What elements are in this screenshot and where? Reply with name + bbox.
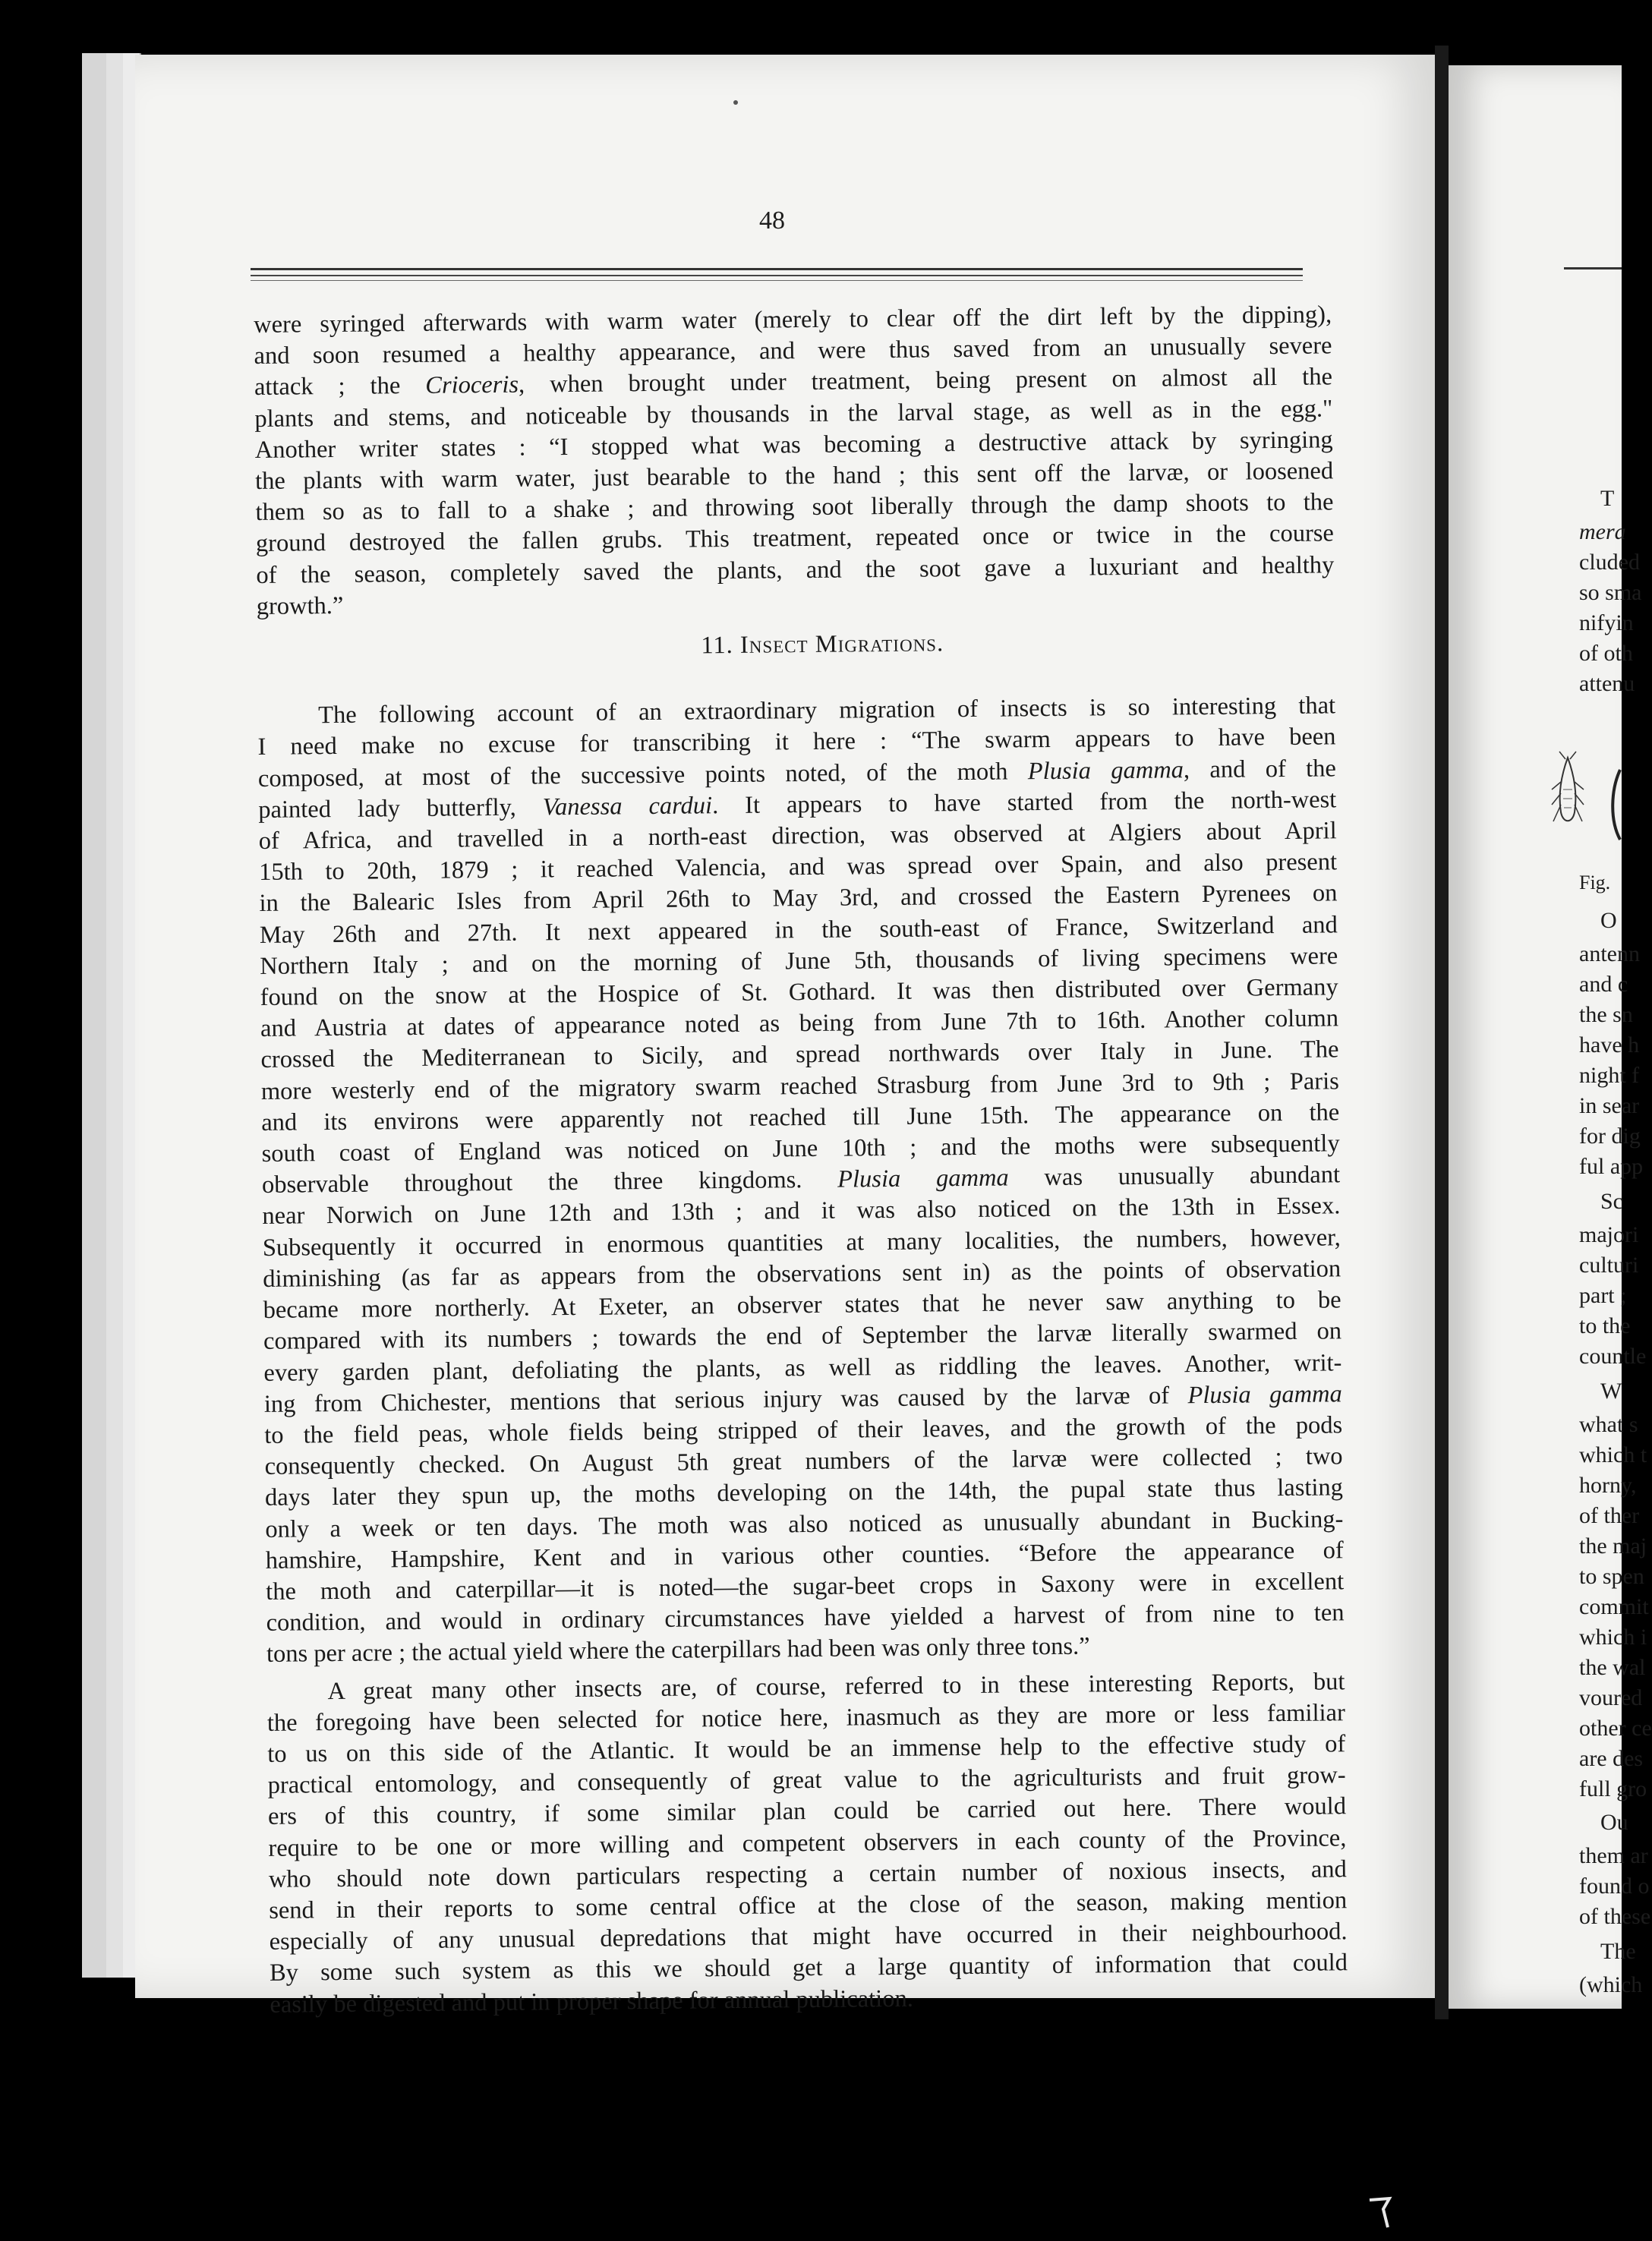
text-line: became more northerly. At Exeter, an observer states that he never saw anything to be	[263, 1286, 1341, 1325]
right-page-fragment: W	[1600, 1379, 1622, 1404]
book-gutter	[1435, 46, 1449, 2019]
right-page-fragment: the wal	[1579, 1655, 1646, 1680]
right-page-fragment: cluded	[1579, 550, 1640, 575]
text-line: I need make no excuse for transcribing it here : “The swarm appears to have been	[257, 723, 1336, 761]
text-line: Another writer states : “I stopped what was becoming a destructive attack by syringing	[254, 426, 1333, 464]
text-line: growth.”	[256, 591, 344, 620]
right-page-fragment: part ;	[1579, 1283, 1627, 1308]
section-heading: 11. Insect Migrations.	[701, 629, 944, 660]
right-page-fragment: majori	[1579, 1222, 1639, 1247]
right-page-fragment: of these	[1579, 1904, 1651, 1929]
right-page-fragment: culturi	[1579, 1253, 1639, 1278]
right-page-fragment: T	[1600, 486, 1615, 511]
right-page-fragment: to the	[1579, 1313, 1631, 1338]
right-page-fragment: what s	[1579, 1412, 1638, 1437]
right-page-fragment: Fig.	[1579, 872, 1611, 894]
text-line: diminishing (as far as appears from the observations sent in) as the points of observation	[263, 1255, 1341, 1293]
text-line: send in their reports to some central office at the close of the season, making mention	[269, 1886, 1348, 1924]
right-page-fragment: are des	[1579, 1746, 1644, 1771]
paragraph-migration	[257, 691, 1345, 1671]
text-line: Northern Italy ; and on the morning of June 5th, thousands of living specimens were	[260, 942, 1338, 980]
paragraph-reports	[266, 1666, 1348, 2021]
insect-illustration-partial	[1608, 767, 1622, 843]
text-line: ers of this country, if some similar plan could be carried out here. There would	[267, 1792, 1347, 1831]
text-line: them so as to fall to a shake ; and throwing soot liberally through the damp shoots to the	[255, 488, 1334, 527]
right-page-fragment: in sear	[1579, 1093, 1640, 1118]
text-line: easily be digested and put in proper shape for annual publication.	[270, 1984, 914, 2019]
right-page-fragment: them ar	[1579, 1843, 1648, 1868]
right-page-fragment: commit	[1579, 1594, 1649, 1619]
text-line: A great many other insects are, of course, referred to in these interesting Reports, but	[327, 1667, 1345, 1705]
header-rule	[251, 268, 1303, 270]
text-line: plants and stems, and noticeable by thousands in the larval stage, as well as in the egg."	[254, 394, 1333, 433]
right-page-fragment: horny,	[1579, 1473, 1637, 1498]
text-line: the moth and caterpillar—it is noted—the sugar-beet crops in Saxony were in excellent	[266, 1568, 1345, 1606]
right-header-rule	[1564, 267, 1622, 269]
text-line: require to be one or more willing and competent observers in each county of the Province,	[268, 1823, 1347, 1862]
text-line: The following account of an extraordinary migration of insects is so interesting that	[317, 692, 1336, 730]
right-page-fragment: for dig	[1579, 1124, 1641, 1149]
text-line: in the Balearic Isles from April 26th to May 3rd, and crossed the Eastern Pyrenees on	[259, 879, 1338, 918]
text-line: attack ; the Crioceris, when brought under treatment, being present on almost all the	[254, 363, 1333, 402]
right-page-fragment: which t	[1579, 1442, 1647, 1467]
right-page-fragment: and c	[1579, 972, 1628, 997]
right-page-fragment: full gro	[1579, 1776, 1647, 1801]
insect-illustration	[1550, 752, 1585, 835]
text-line: painted lady butterfly, Vanessa cardui. It appears to have started from the north-west	[258, 786, 1337, 824]
text-line: to us on this side of the Atlantic. It would be an immense help to the effective study of	[267, 1730, 1346, 1768]
page-number: 48	[759, 206, 785, 235]
text-line: of the season, completely saved the plants, and the soot gave a luxuriant and healthy	[256, 550, 1335, 589]
text-line: 15th to 20th, 1879 ; it reached Valencia, and was spread over Spain, and also present	[258, 848, 1338, 887]
text-line: the plants with warm water, just bearable to the hand ; this sent off the larvæ, or loosened	[254, 457, 1334, 496]
text-line: crossed the Mediterranean to Sicily, and spread northwards over Italy in June. The	[260, 1035, 1339, 1074]
text-line: were syringed afterwards with warm water (merely to clear off the dirt left by the dipping),	[254, 301, 1332, 339]
right-page-fragment: attenu	[1579, 671, 1635, 696]
right-page-fragment: the sn	[1579, 1002, 1633, 1027]
header-rule	[251, 275, 1303, 276]
text-line: to the field peas, whole fields being stripped of their leaves, and the growth of the pods	[264, 1411, 1343, 1449]
text-line: Subsequently it occurred in enormous quantities at many localities, the numbers, however,	[262, 1224, 1341, 1262]
right-page-fragment: Ou	[1600, 1810, 1628, 1835]
text-line: tons per acre ; the actual yield where the caterpillars had been was only three tons.”	[266, 1632, 1090, 1669]
right-page-fragment: of oth	[1579, 641, 1633, 666]
text-line: observable throughout the three kingdoms. Plusia gamma was unusually abundant	[261, 1161, 1341, 1199]
text-line: found on the snow at the Hospice of St. Gothard. It was then distributed over Germany	[260, 973, 1338, 1012]
paragraph-intro	[254, 299, 1335, 622]
right-page-fragment: night f	[1579, 1063, 1640, 1088]
text-line: ground destroyed the fallen grubs. This treatment, repeated once or twice in the course	[255, 519, 1335, 558]
right-page-fragment: ful app	[1579, 1154, 1644, 1179]
text-line: condition, and would in ordinary circumstances have yielded a harvest of from nine to ten	[266, 1599, 1345, 1637]
text-line: and its environs were apparently not reached till June 15th. The appearance on the	[261, 1098, 1340, 1136]
text-line: near Norwich on June 12th and 13th ; and it was also noticed on the 13th in Essex.	[262, 1192, 1341, 1231]
text-line: By some such system as this we should get a large quantity of information that could	[269, 1949, 1348, 1987]
right-page-fragment: mera	[1579, 519, 1626, 544]
text-line: days later they spun up, the moths developing on the 14th, the pupal state thus lasting	[264, 1474, 1344, 1512]
right-page-fragment: other ce	[1579, 1716, 1652, 1741]
text-line: who should note down particulars respecting a certain number of noxious insects, and	[268, 1855, 1347, 1893]
text-line: of Africa, and travelled in a north-east direction, was observed at Algiers about April	[258, 817, 1337, 856]
header-rule	[251, 280, 1303, 281]
text-line: and soon resumed a healthy appearance, and were thus saved from an unusually severe	[254, 332, 1332, 370]
right-page-fragment: voured	[1579, 1685, 1643, 1710]
text-line: ing from Chichester, mentions that serious injury was caused by the larvæ of Plusia gamma	[263, 1380, 1342, 1418]
text-line: south coast of England was noticed on June 10th ; and the moths were subsequently	[261, 1130, 1340, 1168]
scan-artifact	[1367, 2194, 1397, 2232]
text-line: hamshire, Hampshire, Kent and in various other counties. “Before the appearance of	[265, 1537, 1344, 1574]
text-line: and Austria at dates of appearance noted as being from June 7th to 16th. Another column	[260, 1004, 1339, 1043]
right-page-fragment: which i	[1579, 1625, 1647, 1650]
right-page-fragment: so sma	[1579, 580, 1642, 605]
ink-speck	[733, 100, 738, 105]
text-line: May 26th and 27th. It next appeared in the south-east of France, Switzerland and	[259, 910, 1338, 949]
right-page-fragment: The	[1600, 1939, 1636, 1964]
text-line: only a week or ten days. The moth was also noticed as unusually abundant in Bucking-	[265, 1505, 1344, 1543]
right-page-fragment: nifyin	[1579, 610, 1634, 635]
right-page-fragment: found o	[1579, 1874, 1650, 1899]
text-line: compared with its numbers ; towards the end of September the larvæ literally swarmed on	[263, 1317, 1342, 1356]
right-page-fragment: antenn	[1579, 941, 1640, 966]
page-body	[254, 299, 1348, 2020]
right-page-fragment: to spen	[1579, 1564, 1644, 1589]
right-page-fragment: countle	[1579, 1344, 1647, 1369]
text-line: every garden plant, defoliating the plants, as well as riddling the leaves. Another, writ-	[263, 1348, 1342, 1387]
right-page-fragment: Sc	[1600, 1189, 1623, 1214]
text-line: the foregoing have been selected for notice here, inasmuch as they are more or less familiar	[266, 1699, 1345, 1737]
text-line: more westerly end of the migratory swarm reached Strasburg from June 3rd to 9th ; Paris	[260, 1067, 1339, 1105]
right-page-fragment: of ther	[1579, 1503, 1640, 1528]
right-page-fragment: the maj	[1579, 1533, 1647, 1559]
right-page-fragment: O	[1600, 908, 1617, 933]
text-line: practical entomology, and consequently of great value to the agriculturists and fruit grow-	[267, 1761, 1346, 1800]
text-line: composed, at most of the successive points noted, of the moth Plusia gamma, and of the	[257, 754, 1337, 793]
text-line: consequently checked. On August 5th great numbers of the larvæ were collected ; two	[264, 1442, 1343, 1481]
text-line: especially of any unusual depredations that might have occurred in their neighbourhood.	[269, 1918, 1348, 1956]
right-page-fragment: have h	[1579, 1032, 1640, 1057]
right-page-fragment: (which	[1579, 1972, 1643, 1997]
